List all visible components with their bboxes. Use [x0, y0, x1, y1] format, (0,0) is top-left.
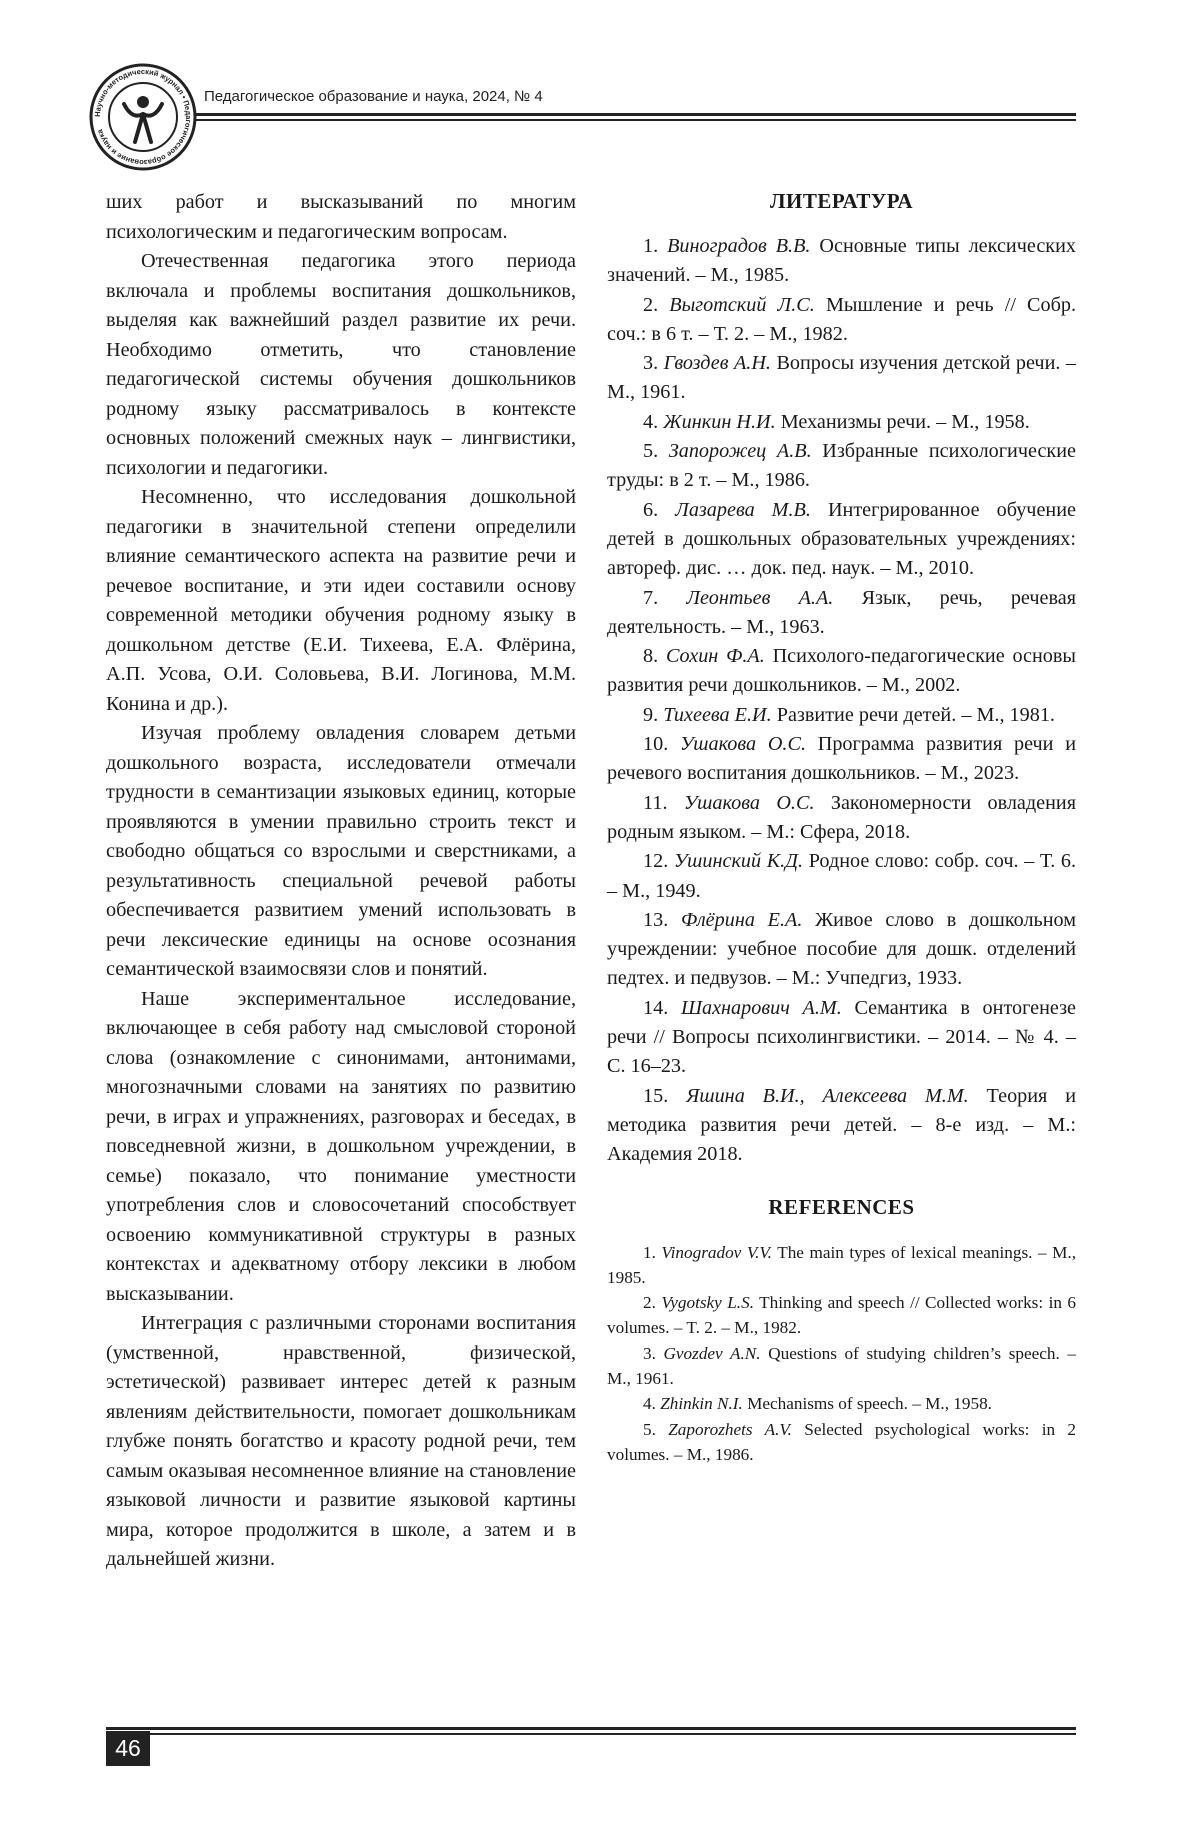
- literature-item: 11. Ушакова О.С. Закономерности овладения родным языком. – М.: Сфера, 2018.: [607, 791, 1077, 843]
- literature-list: [607, 232, 1076, 1170]
- reference-item: 5. Zaporozhets A.V. Selected psychological works: in 2 volumes. – M., 1986.: [607, 1419, 1077, 1464]
- bibliography: [607, 186, 1076, 1467]
- header-rule-thick: [196, 113, 1076, 116]
- literature-item: 3. Гвоздев А.Н. Вопросы изучения детской речи. – М., 1961.: [607, 352, 1076, 404]
- body-paragraph: Отечественная педагогика этого периода включала и проблемы воспитания дошкольников, выделяя как важнейший раздел развитие их речи. Необходимо отметить, что становление педагогической системы обучения дошкольников родному языку рассматривалось в контексте основных положений смежных наук – лингвистики, психологии и педагогики.: [106, 250, 576, 479]
- references-list: [607, 1240, 1076, 1468]
- page-number: 46: [106, 1731, 150, 1766]
- reference-item: 2. Vygotsky L.S. Thinking and speech // Collected works: in 6 volumes. – T. 2. – M., 1982.: [607, 1293, 1076, 1338]
- literature-item: 13. Флёрина Е.А. Живое слово в дошкольном учреждении: учебное пособие для дошк. отделений педтех. и педвузов. – М.: Учпедгиз, 1933.: [607, 908, 1077, 990]
- body-paragraph: Изучая проблему овладения словарем детьми дошкольного возраста, исследователи отмечали трудности в семантизации языковых единиц, которые проявляются в умении правильно строить текст и свободно общаться со взрослыми и сверстниками, а результативность специальной речевой работы обеспечивается развитием умений использовать в речи лексические единицы на основе осознания семантической взаимосвязи слов и понятий.: [106, 722, 576, 980]
- reference-item: 3. Gvozdev A.N. Questions of studying children’s speech. – M., 1961.: [607, 1343, 1076, 1388]
- header-rule-thin: [196, 119, 1076, 121]
- literature-item: 2. Выготский Л.С. Мышление и речь // Собр. соч.: в 6 т. – Т. 2. – М., 1982.: [607, 293, 1077, 345]
- svg-text:Научно-методический журнал • П: Научно-методический журнал • Педагогическое образование и наука: [92, 66, 194, 168]
- literature-item: 14. Шахнарович А.М. Семантика в онтогенезе речи // Вопросы психолингвистики. – 2014. – № 4. – С. 16–23.: [607, 996, 1077, 1078]
- journal-title: Педагогическое образование и наука, 2024, № 4: [204, 88, 543, 105]
- literature-item: 7. Леонтьев А.А. Язык, речь, речевая деятельность. – М., 1963.: [607, 586, 1077, 638]
- footer-rule-thin: [150, 1733, 1076, 1735]
- body-paragraph: ших работ и высказываний по многим психологическим и педагогическим вопросам.: [106, 191, 576, 243]
- literature-item: 4. Жинкин Н.И. Механизмы речи. – М., 1958.: [643, 410, 1030, 433]
- footer-rule-thick: [106, 1727, 1076, 1730]
- references-heading: REFERENCES: [768, 1194, 915, 1219]
- literature-item: 12. Ушинский К.Д. Родное слово: собр. соч. – Т. 6. – М., 1949.: [607, 850, 1077, 902]
- literature-item: 9. Тихеева Е.И. Развитие речи детей. – М., 1981.: [643, 703, 1055, 726]
- reference-item: 4. Zhinkin N.I. Mechanisms of speech. – M., 1958.: [643, 1394, 992, 1414]
- literature-heading: ЛИТЕРАТУРА: [769, 189, 914, 213]
- literature-item: 15. Яшина В.И., Алексеева М.М. Теория и методика развития речи детей. – 8-е изд. – М.: Академия 2018.: [607, 1084, 1076, 1166]
- body-paragraph: Наше экспериментальное исследование, включающее в себя работу над смысловой стороной слова (ознакомление с синонимами, антонимами, многозначными словами на занятиях по развитию речи, в играх и упражнениях, разговорах и беседах, в повседневной жизни, в дошкольном учреждении, в семье) показало, что понимание уместности употребления слов и словосочетаний способствует освоению коммуникативной структуры в разных контекстах и адекватному отбору лексики в любом высказывании.: [106, 987, 576, 1305]
- literature-item: 1. Виноградов В.В. Основные типы лексических значений. – М., 1985.: [607, 235, 1076, 287]
- body-paragraph: Несомненно, что исследования дошкольной педагогики в значительной степени определили влияние семантического аспекта на развитие речи и речевое воспитание, и эти идеи составили основу современной методики обучения родному языку в дошкольном детстве (Е.И. Тихеева, Е.А. Флёрина, А.П. Усова, О.И. Соловьева, В.И. Логинова, М.М. Конина и др.).: [106, 486, 576, 715]
- reference-item: 1. Vinogradov V.V. The main types of lexical meanings. – M., 1985.: [607, 1242, 1076, 1287]
- literature-item: 6. Лазарева М.В. Интегрированное обучение детей в дошкольных образовательных учреждениях: автореф. дис. … док. пед. наук. – М., 2010.: [607, 498, 1076, 580]
- journal-logo: [88, 62, 198, 172]
- literature-item: 8. Сохин Ф.А. Психолого-педагогические основы развития речи дошкольников. – М., 2002.: [607, 645, 1076, 697]
- body-paragraph: Интеграция с различными сторонами воспитания (умственной, нравственной, физической, эстетической) развивает интерес детей к разным явлениям действительности, помогает дошкольникам глубже понять богатство и красоту родной речи, тем самым оказывая несомненное влияние на становление языковой личности и развитие языковой картины мира, которое продолжится в школе, а затем и в дальнейшей жизни.: [106, 1312, 576, 1570]
- literature-item: 10. Ушакова О.С. Программа развития речи и речевого воспитания дошкольников. – М., 2023.: [607, 733, 1077, 785]
- article-body: [106, 188, 576, 1575]
- literature-item: 5. Запорожец А.В. Избранные психологические труды: в 2 т. – М., 1986.: [607, 440, 1076, 492]
